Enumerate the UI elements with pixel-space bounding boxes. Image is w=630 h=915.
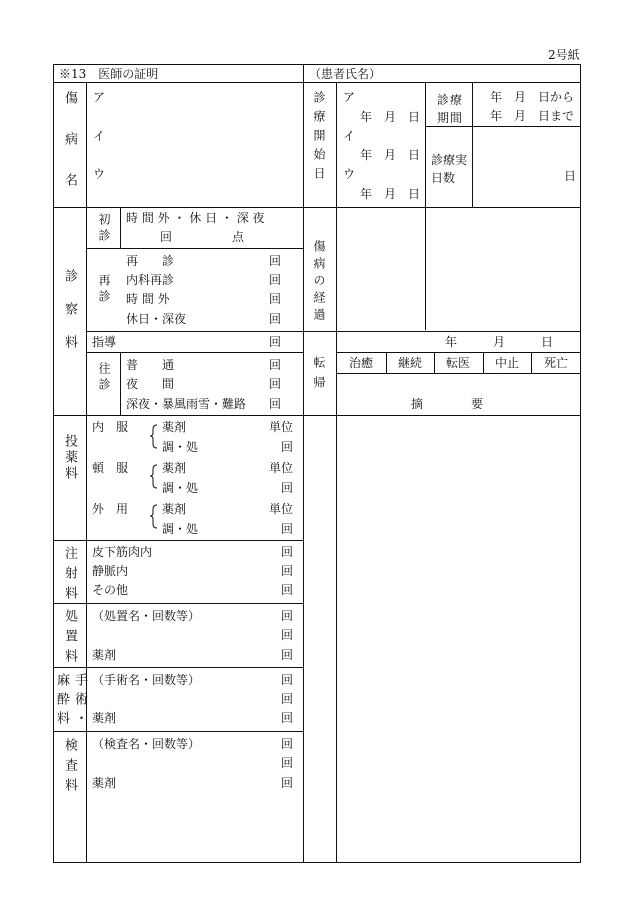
- actual-days-label: 診療実日数: [431, 153, 468, 185]
- injection-row-1: 静脈内: [92, 564, 129, 578]
- prn-drug-label: 薬剤: [162, 461, 187, 475]
- treatment-times-0: 回: [281, 609, 294, 623]
- outcome-continuing[interactable]: 継続: [398, 356, 423, 370]
- anesthesia-label-col: 麻酔料: [54, 673, 69, 730]
- outcome-date: 年 月 日: [445, 335, 554, 349]
- outcome-deceased[interactable]: 死亡: [544, 356, 569, 370]
- medication-fee-label: 投薬料: [62, 434, 77, 482]
- form-number: 2号紙: [548, 48, 580, 62]
- disease-item-u: ウ: [93, 167, 106, 181]
- external-unit: 単位: [269, 502, 294, 516]
- summary-label: 摘 要: [411, 397, 484, 411]
- surgery-label-col: 手術・: [72, 673, 87, 730]
- home-visit-times-0: 回: [269, 358, 282, 372]
- patient-name-label: （患者氏名）: [309, 67, 382, 81]
- injection-times-2: 回: [281, 583, 294, 597]
- first-visit-label: 初診: [97, 213, 111, 245]
- first-visit-units: 回 点: [160, 230, 245, 244]
- revisit-row-2: 時 間 外: [126, 292, 170, 306]
- doctor-certificate-title: ※13 医師の証明: [59, 67, 159, 81]
- start-item-u: ウ: [343, 167, 356, 181]
- exam-fee-label: 検査料: [62, 738, 77, 798]
- revisit-times-2: 回: [269, 292, 282, 306]
- injection-times-0: 回: [281, 545, 294, 559]
- exam-times-0: 回: [281, 737, 294, 751]
- exam-times-1: 回: [281, 756, 294, 770]
- home-visit-row-0: 普 通: [126, 358, 175, 372]
- external-times: 回: [281, 522, 294, 536]
- internal-prep-label: 調・処: [162, 440, 199, 454]
- actual-days-unit: 日: [564, 169, 577, 183]
- period-from: 年 月 日から: [490, 90, 575, 104]
- revisit-times-3: 回: [269, 312, 282, 326]
- prn-prep-label: 調・処: [162, 481, 199, 495]
- surgery-note: （手術名・回数等）: [92, 673, 201, 687]
- exam-times-2: 回: [281, 776, 294, 790]
- start-item-i: イ: [343, 129, 356, 143]
- period-to: 年 月 日まで: [490, 109, 575, 123]
- start-date-u: 年 月 日: [360, 187, 421, 201]
- external-drug-label: 薬剤: [162, 502, 187, 516]
- internal-unit: 単位: [269, 420, 294, 434]
- internal-use-label: 内 服: [92, 420, 129, 434]
- surgery-drug-label: 薬剤: [92, 711, 117, 725]
- outcome-discontinued[interactable]: 中止: [495, 356, 520, 370]
- prn-label: 頓 服: [92, 461, 129, 475]
- injection-row-0: 皮下筋肉内: [92, 545, 153, 559]
- revisit-times-0: 回: [269, 254, 282, 268]
- revisit-row-1: 内科再診: [126, 273, 175, 287]
- guidance-times: 回: [269, 335, 282, 349]
- home-visit-row-1: 夜 間: [126, 377, 175, 391]
- surgery-times-1: 回: [281, 692, 294, 706]
- home-visit-row-2: 深夜・暴風雨雪・難路: [126, 397, 247, 411]
- treatment-times-2: 回: [281, 648, 294, 662]
- revisit-row-3: 休日・深夜: [126, 312, 187, 326]
- start-item-a: ア: [343, 90, 356, 104]
- prn-unit: 単位: [269, 461, 294, 475]
- guidance-label: 指導: [92, 335, 117, 349]
- start-date-label: 診療開始日: [312, 91, 326, 186]
- disease-name-label: 傷病名: [62, 91, 77, 214]
- disease-item-i: イ: [93, 129, 106, 143]
- home-visit-label: 往診: [97, 362, 111, 394]
- internal-times: 回: [281, 440, 294, 454]
- start-date-a: 年 月 日: [360, 110, 421, 124]
- revisit-row-0: 再 診: [126, 254, 175, 268]
- course-label: 傷病の経過: [312, 240, 326, 325]
- home-visit-times-2: 回: [269, 397, 282, 411]
- injection-fee-label: 注射料: [62, 546, 77, 606]
- treatment-drug-label: 薬剤: [92, 648, 117, 662]
- period-label: 診療期間: [437, 93, 464, 125]
- internal-drug-label: 薬剤: [162, 420, 187, 434]
- home-visit-times-1: 回: [269, 377, 282, 391]
- revisit-label: 再診: [97, 274, 111, 306]
- prn-times: 回: [281, 481, 294, 495]
- first-visit-overtime: 時 間 外 ・ 休 日 ・ 深 夜: [126, 211, 265, 225]
- treatment-note: （処置名・回数等）: [92, 609, 201, 623]
- consultation-fee-label: 診察料: [62, 269, 77, 368]
- outcome-transferred[interactable]: 転医: [446, 356, 471, 370]
- treatment-fee-label: 処置料: [62, 609, 77, 669]
- outcome-cured[interactable]: 治癒: [349, 356, 374, 370]
- surgery-times-2: 回: [281, 711, 294, 725]
- injection-times-1: 回: [281, 564, 294, 578]
- exam-drug-label: 薬剤: [92, 776, 117, 790]
- external-prep-label: 調・処: [162, 522, 199, 536]
- outcome-label: 転帰: [312, 356, 326, 396]
- external-use-label: 外 用: [92, 502, 129, 516]
- injection-row-2: その他: [92, 583, 129, 597]
- exam-note: （検査名・回数等）: [92, 737, 201, 751]
- treatment-times-1: 回: [281, 628, 294, 642]
- surgery-times-0: 回: [281, 673, 294, 687]
- revisit-times-1: 回: [269, 273, 282, 287]
- disease-item-a: ア: [93, 90, 106, 104]
- start-date-i: 年 月 日: [360, 148, 421, 162]
